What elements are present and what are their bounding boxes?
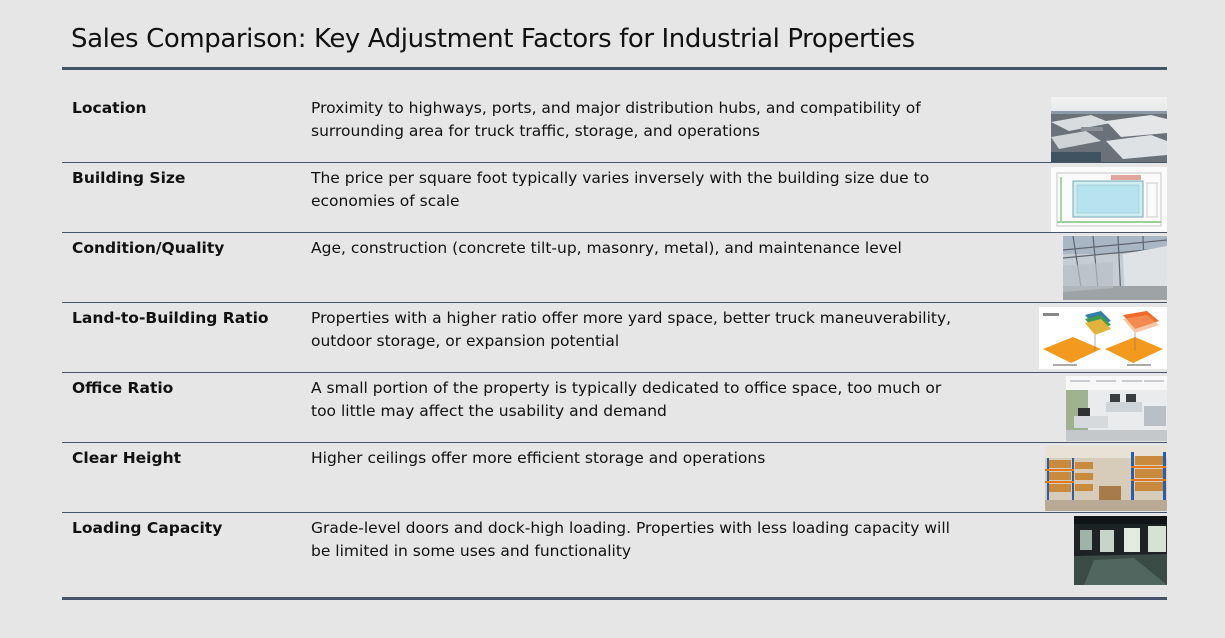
table-row-land-to-building-ratio	[62, 303, 1167, 373]
warehouse-racking-photo	[1045, 446, 1167, 511]
factor-label: Condition/Quality	[72, 239, 225, 257]
factor-description: Grade-level doors and dock-high loading. Properties with less loading capacity will be limited in some uses and functionality	[311, 519, 950, 560]
aerial-warehouse-photo	[1051, 97, 1167, 162]
factor-label: Building Size	[72, 169, 186, 187]
factor-label: Office Ratio	[72, 379, 174, 397]
steel-frame-construction-photo	[1063, 236, 1167, 300]
office-interior-photo	[1066, 376, 1167, 441]
factor-label: Clear Height	[72, 449, 182, 467]
page-title: Sales Comparison: Key Adjustment Factors for Industrial Properties	[71, 24, 915, 54]
adjustment-factors-table	[62, 93, 1167, 588]
factor-description: Proximity to highways, ports, and major distribution hubs, and compatibility of surrounding area for truck traffic, storage, and operations	[311, 99, 921, 140]
table-row-condition-quality	[62, 233, 1167, 303]
table-row-building-size	[62, 163, 1167, 233]
table-row-office-ratio	[62, 373, 1167, 443]
factor-description: A small portion of the property is typically dedicated to office space, too much or too little may affect the usability and demand	[311, 379, 942, 420]
factor-description: Age, construction (concrete tilt-up, masonry, metal), and maintenance level	[311, 239, 902, 257]
land-ratio-diagram	[1039, 307, 1167, 369]
site-plan-drawing	[1051, 167, 1167, 232]
table-row-loading-capacity	[62, 513, 1167, 588]
table-row-location	[62, 93, 1167, 163]
factor-label: Land-to-Building Ratio	[72, 309, 269, 327]
factor-description: Properties with a higher ratio offer more yard space, better truck maneuverability, outdoor storage, or expansion potential	[311, 309, 952, 350]
factor-description: Higher ceilings offer more efficient storage and operations	[311, 449, 766, 467]
factor-description: The price per square foot typically varies inversely with the building size due to economies of scale	[311, 169, 930, 210]
factor-label: Location	[72, 99, 147, 117]
title-underline	[62, 67, 1167, 70]
factor-label: Loading Capacity	[72, 519, 223, 537]
table-row-clear-height	[62, 443, 1167, 513]
loading-dock-photo	[1074, 516, 1167, 585]
table-bottom-rule	[62, 597, 1167, 600]
